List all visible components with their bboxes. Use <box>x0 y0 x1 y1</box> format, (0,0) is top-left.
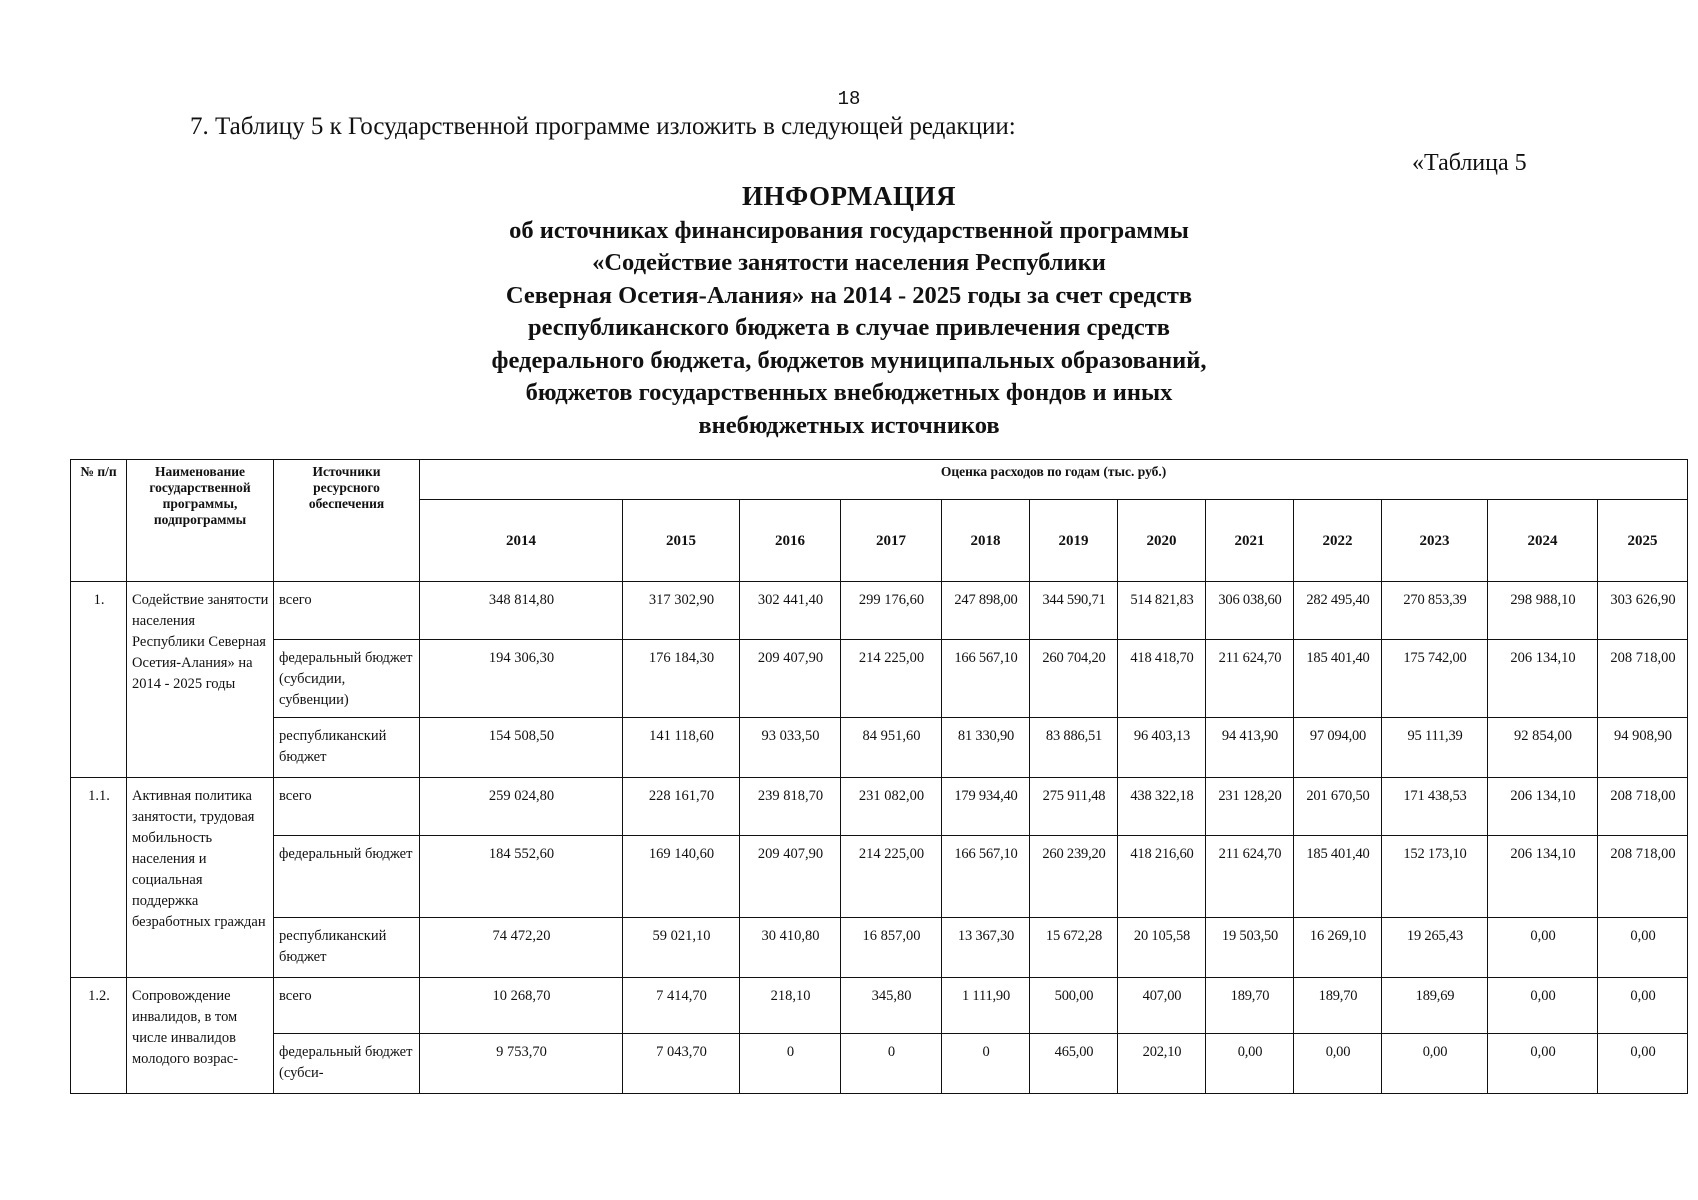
title-line: бюджетов государственных внебюджетных фондов и иных <box>525 379 1173 406</box>
table-row <box>71 582 1688 640</box>
header-year: 2017 <box>841 500 942 582</box>
value-cell: 93 033,50 <box>740 718 841 778</box>
title-line: республиканского бюджета в случае привлечения средств <box>527 314 1171 341</box>
value-cell: 214 225,00 <box>841 836 942 918</box>
value-cell: 185 401,40 <box>1294 836 1382 918</box>
value-cell: 94 413,90 <box>1206 718 1294 778</box>
value-cell: 0,00 <box>1598 978 1688 1034</box>
table-row <box>71 978 1688 1034</box>
value-cell: 194 306,30 <box>420 640 623 718</box>
value-cell: 169 140,60 <box>623 836 740 918</box>
title-line: внебюджетных источников <box>698 411 1000 439</box>
value-cell: 302 441,40 <box>740 582 841 640</box>
value-cell: 259 024,80 <box>420 778 623 836</box>
value-cell: 306 038,60 <box>1206 582 1294 640</box>
value-cell: 206 134,10 <box>1488 836 1598 918</box>
title-line: «Содействие занятости населения Республики <box>592 249 1106 276</box>
value-cell: 0,00 <box>1382 1034 1488 1094</box>
row-number: 1. <box>71 582 127 778</box>
header-year: 2014 <box>420 500 623 582</box>
value-cell: 0,00 <box>1206 1034 1294 1094</box>
value-cell: 228 161,70 <box>623 778 740 836</box>
header-year: 2015 <box>623 500 740 582</box>
table-label: «Таблица 5 <box>1412 150 1527 176</box>
value-cell: 15 672,28 <box>1030 918 1118 978</box>
value-cell: 7 414,70 <box>623 978 740 1034</box>
value-cell: 303 626,90 <box>1598 582 1688 640</box>
header-no: № п/п <box>71 460 127 582</box>
value-cell: 96 403,13 <box>1118 718 1206 778</box>
value-cell: 407,00 <box>1118 978 1206 1034</box>
value-cell: 171 438,53 <box>1382 778 1488 836</box>
value-cell: 84 951,60 <box>841 718 942 778</box>
value-cell: 0,00 <box>1294 1034 1382 1094</box>
value-cell: 211 624,70 <box>1206 640 1294 718</box>
value-cell: 218,10 <box>740 978 841 1034</box>
value-cell: 30 410,80 <box>740 918 841 978</box>
value-cell: 418 418,70 <box>1118 640 1206 718</box>
value-cell: 97 094,00 <box>1294 718 1382 778</box>
header-year: 2020 <box>1118 500 1206 582</box>
value-cell: 201 670,50 <box>1294 778 1382 836</box>
value-cell: 514 821,83 <box>1118 582 1206 640</box>
funding-source: федеральный бюджет (субси- <box>274 1034 420 1094</box>
value-cell: 270 853,39 <box>1382 582 1488 640</box>
value-cell: 154 508,50 <box>420 718 623 778</box>
value-cell: 317 302,90 <box>623 582 740 640</box>
value-cell: 19 265,43 <box>1382 918 1488 978</box>
value-cell: 95 111,39 <box>1382 718 1488 778</box>
value-cell: 92 854,00 <box>1488 718 1598 778</box>
value-cell: 83 886,51 <box>1030 718 1118 778</box>
value-cell: 214 225,00 <box>841 640 942 718</box>
value-cell: 0 <box>740 1034 841 1094</box>
document-title <box>0 180 1698 442</box>
header-year: 2021 <box>1206 500 1294 582</box>
funding-source: всего <box>274 582 420 640</box>
title-heading: ИНФОРМАЦИЯ <box>742 181 956 211</box>
value-cell: 0,00 <box>1598 1034 1688 1094</box>
title-line: федерального бюджета, бюджетов муниципальных образований, <box>491 346 1207 374</box>
value-cell: 206 134,10 <box>1488 640 1598 718</box>
value-cell: 1 111,90 <box>942 978 1030 1034</box>
value-cell: 209 407,90 <box>740 640 841 718</box>
header-year: 2022 <box>1294 500 1382 582</box>
value-cell: 247 898,00 <box>942 582 1030 640</box>
table-row <box>71 918 1688 978</box>
value-cell: 189,70 <box>1294 978 1382 1034</box>
table-row <box>71 836 1688 918</box>
row-number: 1.2. <box>71 978 127 1094</box>
funding-source: федеральный бюджет (субсидии, субвенции) <box>274 640 420 718</box>
program-name: Содействие занятости населения Республики Северная Осетия-Алания» на 2014 - 2025 годы <box>127 582 274 778</box>
value-cell: 0,00 <box>1488 918 1598 978</box>
value-cell: 179 934,40 <box>942 778 1030 836</box>
value-cell: 189,69 <box>1382 978 1488 1034</box>
program-name: Активная политика занятости, трудовая мобильность населения и социальная поддержка безработных граждан <box>127 778 274 978</box>
funding-source: всего <box>274 778 420 836</box>
value-cell: 0,00 <box>1488 1034 1598 1094</box>
value-cell: 418 216,60 <box>1118 836 1206 918</box>
header-year: 2016 <box>740 500 841 582</box>
title-line: об источниках финансирования государственной программы <box>509 216 1189 244</box>
value-cell: 231 128,20 <box>1206 778 1294 836</box>
funding-source: всего <box>274 978 420 1034</box>
page-number: 18 <box>837 88 861 110</box>
value-cell: 152 173,10 <box>1382 836 1488 918</box>
funding-source: федеральный бюджет <box>274 836 420 918</box>
value-cell: 94 908,90 <box>1598 718 1688 778</box>
value-cell: 202,10 <box>1118 1034 1206 1094</box>
value-cell: 275 911,48 <box>1030 778 1118 836</box>
header-year: 2024 <box>1488 500 1598 582</box>
value-cell: 500,00 <box>1030 978 1118 1034</box>
value-cell: 0,00 <box>1488 978 1598 1034</box>
funding-source: республиканский бюджет <box>274 918 420 978</box>
header-year: 2018 <box>942 500 1030 582</box>
value-cell: 16 857,00 <box>841 918 942 978</box>
value-cell: 184 552,60 <box>420 836 623 918</box>
value-cell: 0 <box>841 1034 942 1094</box>
value-cell: 0,00 <box>1598 918 1688 978</box>
value-cell: 185 401,40 <box>1294 640 1382 718</box>
header-estimate: Оценка расходов по годам (тыс. руб.) <box>420 460 1688 500</box>
value-cell: 231 082,00 <box>841 778 942 836</box>
program-name: Сопровождение инвалидов, в том числе инвалидов молодого возрас- <box>127 978 274 1094</box>
value-cell: 59 021,10 <box>623 918 740 978</box>
value-cell: 211 624,70 <box>1206 836 1294 918</box>
value-cell: 299 176,60 <box>841 582 942 640</box>
intro-text: 7. Таблицу 5 к Государственной программе изложить в следующей редакции: <box>190 113 1016 140</box>
value-cell: 189,70 <box>1206 978 1294 1034</box>
value-cell: 239 818,70 <box>740 778 841 836</box>
financing-table <box>70 459 1688 1094</box>
value-cell: 81 330,90 <box>942 718 1030 778</box>
value-cell: 206 134,10 <box>1488 778 1598 836</box>
value-cell: 208 718,00 <box>1598 836 1688 918</box>
value-cell: 74 472,20 <box>420 918 623 978</box>
value-cell: 16 269,10 <box>1294 918 1382 978</box>
header-year: 2019 <box>1030 500 1118 582</box>
table-row <box>71 718 1688 778</box>
value-cell: 7 043,70 <box>623 1034 740 1094</box>
header-source: Источники ресурсного обеспечения <box>274 460 420 582</box>
value-cell: 175 742,00 <box>1382 640 1488 718</box>
funding-source: республиканский бюджет <box>274 718 420 778</box>
value-cell: 13 367,30 <box>942 918 1030 978</box>
value-cell: 20 105,58 <box>1118 918 1206 978</box>
value-cell: 166 567,10 <box>942 836 1030 918</box>
table-row <box>71 778 1688 836</box>
value-cell: 260 239,20 <box>1030 836 1118 918</box>
header-name: Наименование государственной программы, подпрограммы <box>127 460 274 582</box>
header-year: 2025 <box>1598 500 1688 582</box>
value-cell: 19 503,50 <box>1206 918 1294 978</box>
value-cell: 141 118,60 <box>623 718 740 778</box>
value-cell: 176 184,30 <box>623 640 740 718</box>
value-cell: 0 <box>942 1034 1030 1094</box>
value-cell: 438 322,18 <box>1118 778 1206 836</box>
table-row <box>71 1034 1688 1094</box>
value-cell: 208 718,00 <box>1598 640 1688 718</box>
value-cell: 345,80 <box>841 978 942 1034</box>
value-cell: 348 814,80 <box>420 582 623 640</box>
value-cell: 209 407,90 <box>740 836 841 918</box>
table-body <box>71 582 1688 1094</box>
row-number: 1.1. <box>71 778 127 978</box>
value-cell: 465,00 <box>1030 1034 1118 1094</box>
value-cell: 166 567,10 <box>942 640 1030 718</box>
value-cell: 10 268,70 <box>420 978 623 1034</box>
value-cell: 9 753,70 <box>420 1034 623 1094</box>
value-cell: 208 718,00 <box>1598 778 1688 836</box>
value-cell: 260 704,20 <box>1030 640 1118 718</box>
title-line: Северная Осетия-Алания» на 2014 - 2025 годы за счет средств <box>505 281 1193 309</box>
value-cell: 344 590,71 <box>1030 582 1118 640</box>
header-year: 2023 <box>1382 500 1488 582</box>
table-row <box>71 640 1688 718</box>
value-cell: 282 495,40 <box>1294 582 1382 640</box>
value-cell: 298 988,10 <box>1488 582 1598 640</box>
